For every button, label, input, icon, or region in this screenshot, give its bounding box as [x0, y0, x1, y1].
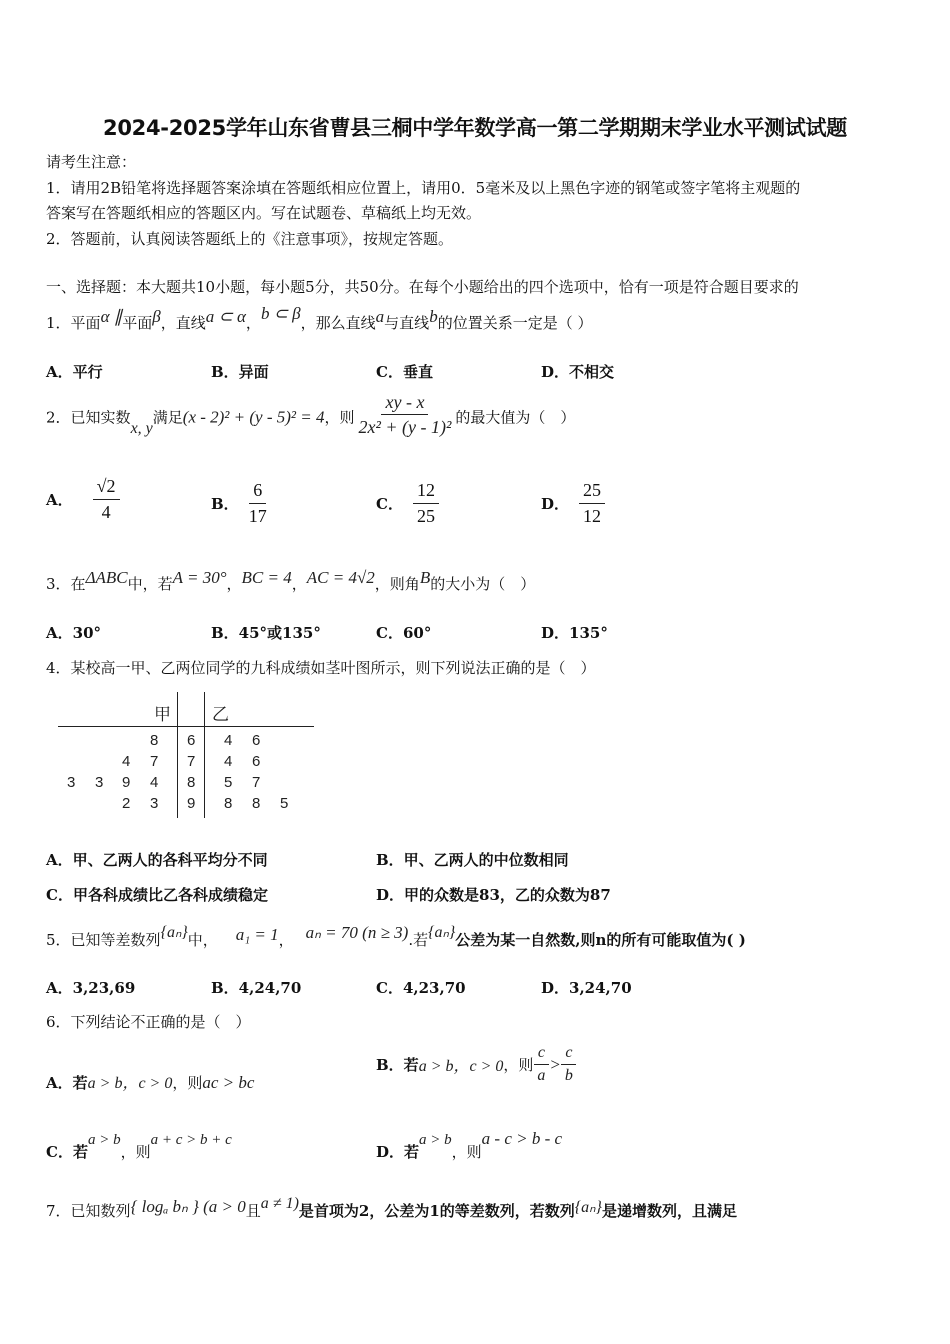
stem-leaf-right-leaf: 6: [252, 753, 261, 770]
q6-option-a-math: a > b，c > 0: [87, 1075, 173, 1092]
q6-option-c-label: C．若: [46, 1143, 88, 1161]
q3-option-c[interactable]: C．60°: [376, 624, 432, 642]
question-1: [46, 304, 593, 333]
stem-leaf-header-right: 乙: [212, 705, 229, 724]
q3-text: 的大小为（ ）: [430, 575, 536, 593]
q2-option-a[interactable]: [46, 476, 120, 523]
q3-math: A = 30°: [172, 568, 227, 587]
q3-math: BC = 4: [241, 568, 292, 587]
q2-text: 已知实数: [70, 408, 131, 427]
q1-math: b: [429, 307, 438, 326]
q5-text: 公差为某一自然数,则n的所有可能取值为( ): [455, 931, 746, 949]
q1-math: b ⊂ β: [260, 304, 301, 323]
stem-leaf-stem: 6: [187, 732, 196, 749]
q7-math: a ≠ 1): [260, 1195, 299, 1212]
q4-option-c[interactable]: C．甲各科成绩比乙各科成绩稳定: [46, 886, 268, 904]
q7-math: {aₙ}: [574, 1199, 602, 1216]
q3-text: ，则角: [374, 575, 420, 593]
q2-option-b-label: B．: [211, 495, 239, 513]
q1-text: 平面: [122, 314, 153, 332]
fraction-numerator: 12: [413, 480, 439, 504]
question-6: 6．下列结论不正确的是（ ）: [46, 1013, 251, 1031]
q7-text: 是递增数列，且满足: [601, 1202, 737, 1220]
q1-math: a: [375, 307, 385, 326]
q2-text: 满足: [152, 408, 183, 427]
stem-leaf-left-leaf: 9: [122, 774, 131, 791]
q2-fraction-numerator: xy - x: [381, 392, 428, 415]
q5-math: a₁ = 1: [235, 925, 279, 944]
notice-line-3: 2．答题前，认真阅读答题纸上的《注意事项》，按规定答题。: [46, 230, 454, 248]
stem-leaf-right-leaf: 8: [224, 795, 233, 812]
stem-leaf-stem: 8: [187, 774, 196, 791]
fraction-numerator: c: [534, 1044, 549, 1065]
q3-math: AC = 4√2: [306, 568, 375, 587]
q4-option-b[interactable]: B．甲、乙两人的中位数相同: [376, 851, 569, 869]
q4-option-a[interactable]: A．甲、乙两人的各科平均分不同: [46, 851, 268, 869]
q6-option-a-label: A．若: [46, 1074, 88, 1092]
stem-leaf-left-leaf: 2: [122, 795, 131, 812]
q6-option-c-result: a + c > b + c: [150, 1132, 232, 1148]
stem-leaf-right-leaf: 4: [224, 753, 233, 770]
notice-line-1: 1．请用2B铅笔将选择题答案涂填在答题纸相应位置上，请用0．5毫米及以上黑色字迹的钢笔或签字笔将主观题的: [46, 179, 801, 197]
q5-option-a[interactable]: A．3,23,69: [46, 979, 136, 997]
q2-option-c[interactable]: [376, 480, 439, 527]
q2-text: ，则: [324, 408, 355, 427]
q3-math: ΔABC: [85, 568, 128, 587]
q6-option-c-text: ，则: [120, 1143, 151, 1161]
q6-option-b-comparison: >: [549, 1054, 561, 1074]
q5-math: aₙ = 70 (n ≥ 3): [305, 923, 409, 942]
q6-option-b-fraction-right: [561, 1044, 577, 1085]
q2-option-a-label: A．: [46, 491, 73, 509]
q3-text: ，: [226, 575, 242, 593]
stem-leaf-left-leaf: 3: [67, 774, 76, 791]
q3-option-b[interactable]: B．45°或135°: [211, 624, 321, 642]
stem-leaf-stem: 9: [187, 795, 196, 812]
q5-text: 已知等差数列: [70, 931, 161, 949]
q5-option-d[interactable]: D．3,24,70: [541, 979, 632, 997]
q6-option-b-math: a > b，c > 0: [418, 1058, 504, 1075]
q2-number: 2．: [46, 408, 71, 427]
q3-math: B: [419, 568, 431, 587]
stem-leaf-divider-left: [177, 692, 178, 818]
q2-math: x, y: [130, 419, 153, 437]
stem-leaf-left-leaf: 7: [150, 753, 159, 770]
fraction-numerator: c: [561, 1044, 576, 1065]
q6-option-d-text: ，则: [451, 1143, 482, 1161]
q2-option-a-fraction: [93, 476, 120, 523]
fraction-denominator: 12: [583, 506, 602, 526]
stem-leaf-right-leaf: 8: [252, 795, 261, 812]
q5-number: 5．: [46, 931, 71, 949]
notice-heading: 请考生注意：: [46, 153, 137, 171]
stem-leaf-divider-right: [204, 692, 205, 818]
stem-leaf-right-leaf: 4: [224, 732, 233, 749]
q3-option-d[interactable]: D．135°: [541, 624, 608, 642]
q1-text: 平面: [70, 314, 101, 332]
q1-math: a ⊂ α: [205, 307, 246, 326]
page-title: 2024-2025学年山东省曹县三桐中学年数学高一第二学期期末学业水平测试试题: [103, 116, 847, 140]
fraction-denominator: 17: [248, 506, 267, 526]
q2-fraction: [355, 392, 456, 437]
q1-math-beta: β: [152, 307, 161, 326]
q1-option-a[interactable]: A．平行: [46, 363, 103, 381]
q6-option-c-math: a > b: [87, 1132, 121, 1148]
stem-leaf-left-leaf: 3: [150, 795, 159, 812]
q6-option-d-label: D．若: [376, 1143, 420, 1161]
fraction-numerator: 6: [249, 480, 266, 504]
q6-option-d-result: a - c > b - c: [481, 1129, 563, 1148]
q5-text: .若: [408, 931, 429, 949]
q7-math: { logₐ bₙ } (a > 0: [130, 1197, 246, 1216]
q7-number: 7．: [46, 1202, 71, 1220]
q2-option-c-fraction: [413, 480, 439, 527]
q3-text: ，: [291, 575, 307, 593]
stem-leaf-right-leaf: 6: [252, 732, 261, 749]
q6-option-d[interactable]: [376, 1128, 563, 1161]
notice-line-2: 答案写在答题纸相应的答题区内。写在试题卷、草稿纸上均无效。: [46, 204, 482, 222]
question-3: [46, 568, 536, 594]
q6-option-a[interactable]: [46, 1070, 254, 1093]
stem-leaf-left-leaf: 3: [95, 774, 104, 791]
q2-option-d[interactable]: [541, 480, 605, 527]
stem-leaf-divider-horizontal: [58, 726, 314, 727]
stem-leaf-header-left: 甲: [154, 705, 171, 724]
q7-text: 是首项为2，公差为1的等差数列，若数列: [298, 1202, 575, 1220]
q1-number: 1．: [46, 314, 71, 332]
q5-text: ，: [278, 931, 294, 949]
q3-text: 中，若: [127, 575, 173, 593]
q2-option-c-label: C．: [376, 495, 403, 513]
q2-math-equation: (x - 2)² + (y - 5)² = 4: [182, 407, 325, 427]
q2-option-b[interactable]: [211, 480, 271, 527]
q1-option-d[interactable]: D．不相交: [541, 363, 615, 381]
q1-text: ，: [245, 314, 261, 332]
q5-math: {aₙ}: [160, 924, 188, 941]
stem-leaf-right-leaf: 5: [280, 795, 289, 812]
q3-text: 在: [70, 575, 86, 593]
q6-option-a-result: ac > bc: [202, 1073, 255, 1092]
q1-text: ，那么直线: [300, 314, 376, 332]
fraction-denominator: b: [564, 1067, 573, 1084]
q2-option-b-fraction: [245, 480, 271, 527]
q1-option-b[interactable]: B．异面: [211, 363, 269, 381]
q2-fraction-denominator: 2x² + (y - 1)²: [358, 417, 452, 437]
q6-option-b[interactable]: [376, 1044, 577, 1085]
q2-text: 的最大值为（ ）: [455, 408, 576, 427]
q6-option-d-math: a > b: [419, 1132, 452, 1148]
stem-leaf-stem: 7: [187, 753, 196, 770]
fraction-numerator: √2: [93, 476, 120, 500]
fraction-denominator: a: [537, 1067, 546, 1084]
q6-option-b-text: ，则: [503, 1056, 534, 1074]
stem-leaf-left-leaf: 4: [150, 774, 159, 791]
q6-option-c[interactable]: [46, 1128, 232, 1161]
stem-leaf-plot: [58, 692, 314, 822]
q3-number: 3．: [46, 575, 71, 593]
q1-text: 与直线: [384, 314, 430, 332]
q1-text: ，直线: [160, 314, 206, 332]
q3-option-a[interactable]: A．30°: [46, 624, 102, 642]
stem-leaf-left-leaf: 4: [122, 753, 131, 770]
q5-option-b[interactable]: B．4,24,70: [211, 979, 302, 997]
question-2: [46, 392, 576, 441]
q4-option-d[interactable]: D．甲的众数是83，乙的众数为87: [376, 886, 611, 904]
q5-text: 中，: [187, 931, 218, 949]
q2-option-d-fraction: [579, 480, 605, 527]
q7-text: 且: [245, 1202, 261, 1220]
q6-option-b-fraction-left: [533, 1044, 549, 1085]
question-5: [46, 923, 746, 950]
stem-leaf-right-leaf: 7: [252, 774, 261, 791]
section-heading: 一、选择题：本大题共10小题，每小题5分，共50分。在每个小题给出的四个选项中，恰有一项是符合题目要求的: [46, 278, 799, 296]
q7-text: 已知数列: [70, 1202, 131, 1220]
question-7: [46, 1195, 737, 1221]
fraction-denominator: 4: [101, 502, 111, 522]
fraction-denominator: 25: [416, 506, 435, 526]
q5-math: {aₙ}: [428, 924, 456, 941]
question-4: 4．某校高一甲、乙两位同学的九科成绩如茎叶图所示，则下列说法正确的是（ ）: [46, 659, 596, 677]
q1-option-c[interactable]: C．垂直: [376, 363, 433, 381]
fraction-numerator: 25: [579, 480, 605, 504]
q6-option-b-label: B．若: [376, 1056, 419, 1074]
q6-option-a-text: ，则: [172, 1074, 203, 1092]
stem-leaf-left-leaf: 8: [150, 732, 159, 749]
q5-option-c[interactable]: C．4,23,70: [376, 979, 466, 997]
q2-option-d-label: D．: [541, 495, 570, 513]
stem-leaf-right-leaf: 5: [224, 774, 233, 791]
q1-math-alpha: α ∥: [100, 307, 123, 326]
q1-text: 的位置关系一定是（ ）: [437, 314, 593, 332]
